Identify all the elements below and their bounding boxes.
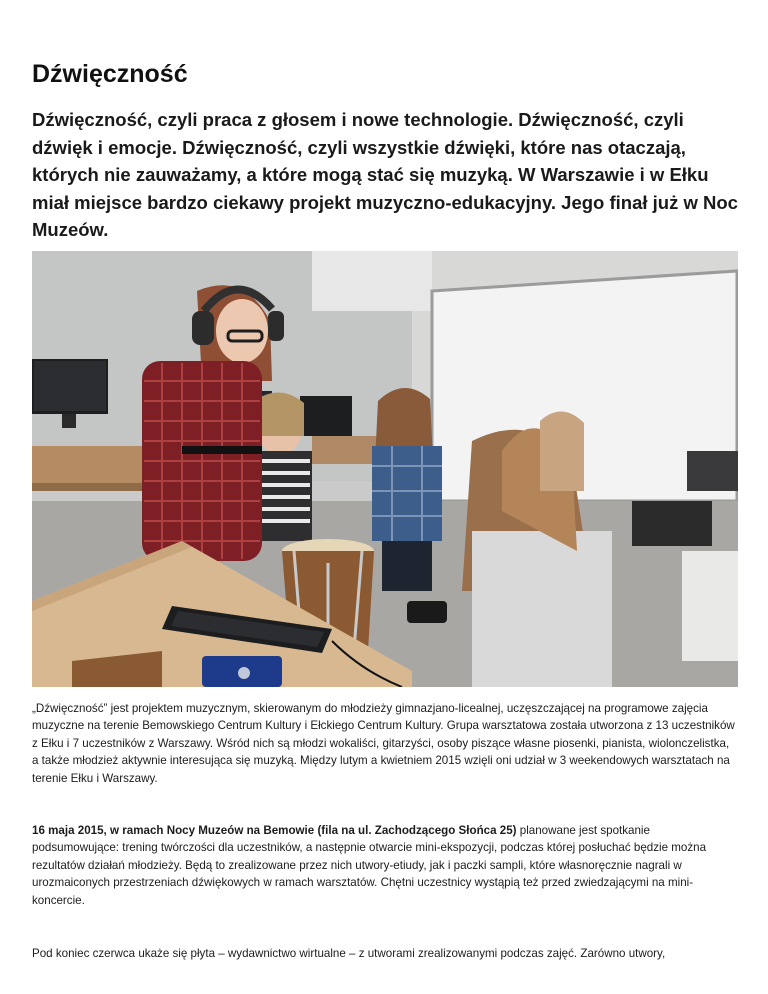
paragraph-project: „Dźwięczność” jest projektem muzycznym, skierowanym do młodzieży gimnazjano-licealnej, uczęszczającej na programowe zajęcia muzyczne na terenie Bemowskiego Centrum Kultury i Ełckiego Centrum Kultury. Grupa warsztatowa została utworzona z 13 uczestników z Ełku i 7 uczestników z Warszawy. Wśród nich są młodzi wokaliści, gitarzyści, osoby piszące własne piosenki, pianista, wiolonczelistka, a także młodzież aktywnie interesująca się muzyką. Między lutym a kwietniem 2015 wzięli oni udział w 3 weekendowych warsztatach na terenie Ełku i Warszawy. — [32, 702, 735, 785]
paragraph-release: Pod koniec czerwca ukaże się płyta – wydawnictwo wirtualne – z utworami zrealizowanymi podczas zajęć. Zarówno utwory, — [32, 947, 666, 960]
workshop-photo — [32, 251, 738, 687]
event-date-location: 16 maja 2015, w ramach Nocy Muzeów na Bemowie (fila na ul. Zachodzącego Słońca 25) — [32, 824, 517, 837]
article-title: Dźwięczność — [32, 60, 188, 88]
article-lead: Dźwięczność, czyli praca z głosem i nowe technologie. Dźwięczność, czyli dźwięk i emocje. Dźwięczność, czyli wszystkie dźwięki, które nas otaczają, których nie zauważamy, a które mogą stać się muzyką. W Warszawie i w Ełku miał miejsce bardzo ciekawy projekt muzyczno-edukacyjny. Jego finał już w Noc Muzeów. — [32, 109, 738, 240]
event-description: planowane jest spotkanie podsumowujące: trening twórczości dla uczestników, a następnie otwarcie mini-ekspozycji, podczas której posłuchać będzie można rezultatów działań młodzieży. Będą to zrealizowane przez nich utwory-etiudy, jak i paczki sampli, które własnoręcznie nagrali w urozmaiconych przestrzeniach dźwiękowych w ramach warsztatów. Chętni uczestnicy wystąpią też przed zwiedzającymi na mini-koncercie. — [32, 824, 707, 907]
paragraph-event — [32, 822, 738, 909]
